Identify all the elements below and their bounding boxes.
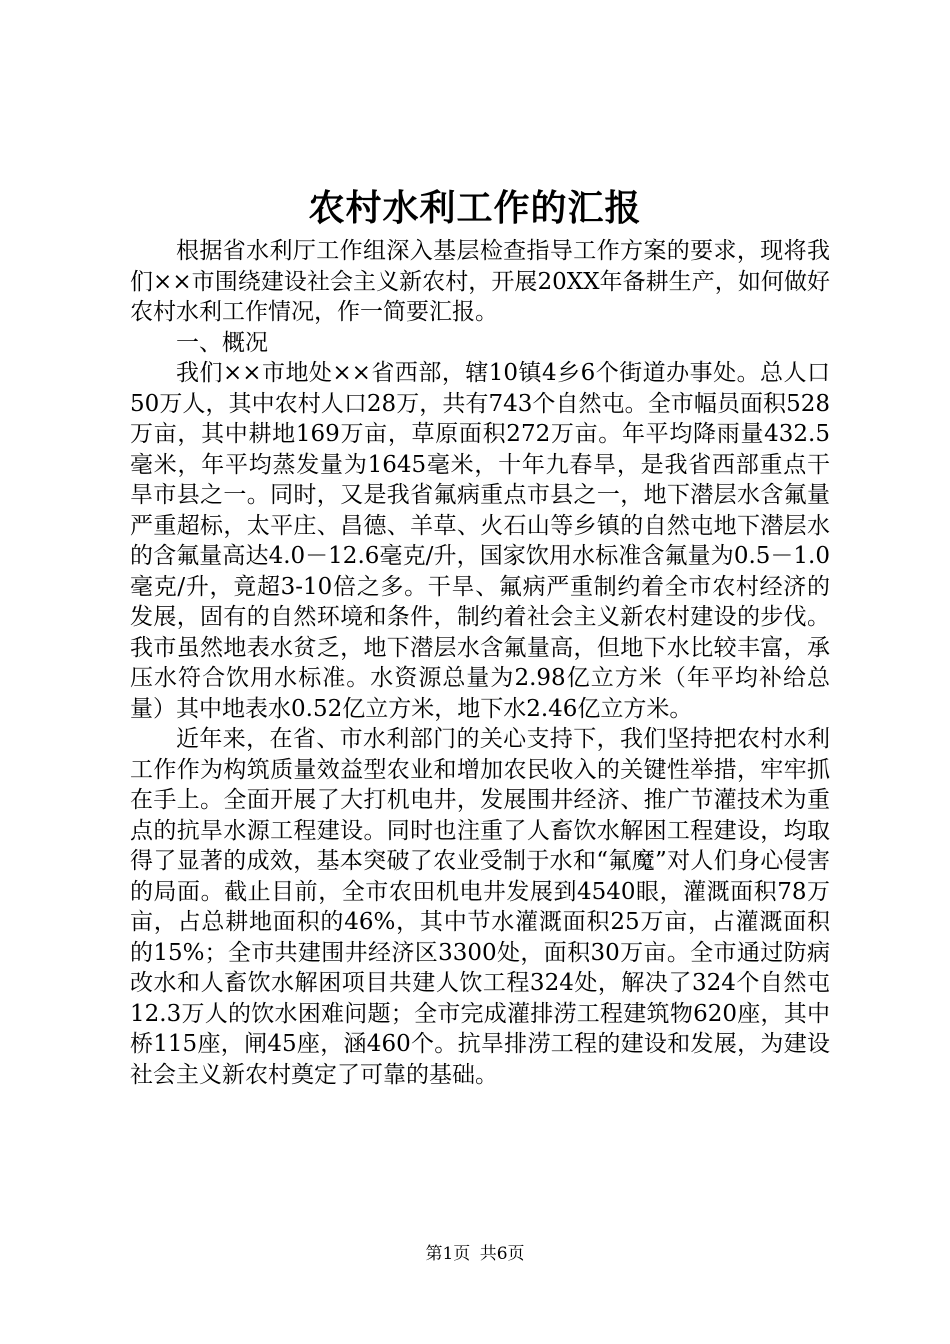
page-total: 共6页 [479, 1244, 525, 1264]
document-title: 农村水利工作的汇报 [308, 187, 642, 229]
page-number: 第1页 [425, 1244, 471, 1264]
page-footer [0, 1242, 950, 1266]
progress-paragraph: 近年来，在省、市水利部门的关心支持下，我们坚持把农村水利工作作为构筑质量效益型农业和增加农民收入的关键性举措，牢牢抓在手上。全面开展了大打机电井，发展围井经济、推广节灌技术为重点的抗旱水源工程建设。同时也注重了人畜饮水解困工程建设，均取得了显著的成效，基本突破了农业受制于水和“氟魔”对人们身心侵害的局面。截止目前，全市农田机电井发展到4540眼，灌溉面积78万亩，占总耕地面积的46%，其中节水灌溉面积25万亩，占灌溉面积的15%；全市共建围井经济区3300处，面积30万亩。全市通过防病改水和人畜饮水解困项目共建人饮工程324处，解决了324个自然屯12.3万人的饮水困难问题；全市完成灌排涝工程建筑物620座，其中桥115座，闸45座，涵460个。抗旱排涝工程的建设和发展，为建设社会主义新农村奠定了可靠的基础。 [130, 726, 830, 1088]
overview-paragraph: 我们××市地处××省西部，辖10镇4乡6个街道办事处。总人口50万人，其中农村人口28万，共有743个自然屯。全市幅员面积528万亩，其中耕地169万亩，草原面积272万亩。年平均降雨量432.5毫米，年平均蒸发量为1645毫米，十年九春旱，是我省西部重点干旱市县之一。同时，又是我省氟病重点市县之一，地下潜层水含氟量严重超标，太平庄、昌德、羊草、火石山等乡镇的自然屯地下潜层水的含氟量高达4.0－12.6毫克/升，国家饮用水标准含氟量为0.5－1.0毫克/升，竟超3-10倍之多。干旱、氟病严重制约着全市农村经济的发展，固有的自然环境和条件，制约着社会主义新农村建设的步伐。我市虽然地表水贫乏，地下潜层水含氟量高，但地下水比较丰富，承压水符合饮用水标准。水资源总量为2.98亿立方米（年平均补给总量）其中地表水0.52亿立方米，地下水2.46亿立方米。 [130, 360, 830, 722]
intro-paragraph: 根据省水利厅工作组深入基层检查指导工作方案的要求，现将我们××市围绕建设社会主义新农村，开展20XX年备耕生产，如何做好农村水利工作情况，作一简要汇报。 [130, 238, 830, 325]
section-heading-overview: 一、概况 [176, 329, 268, 356]
document-body [130, 236, 830, 1090]
